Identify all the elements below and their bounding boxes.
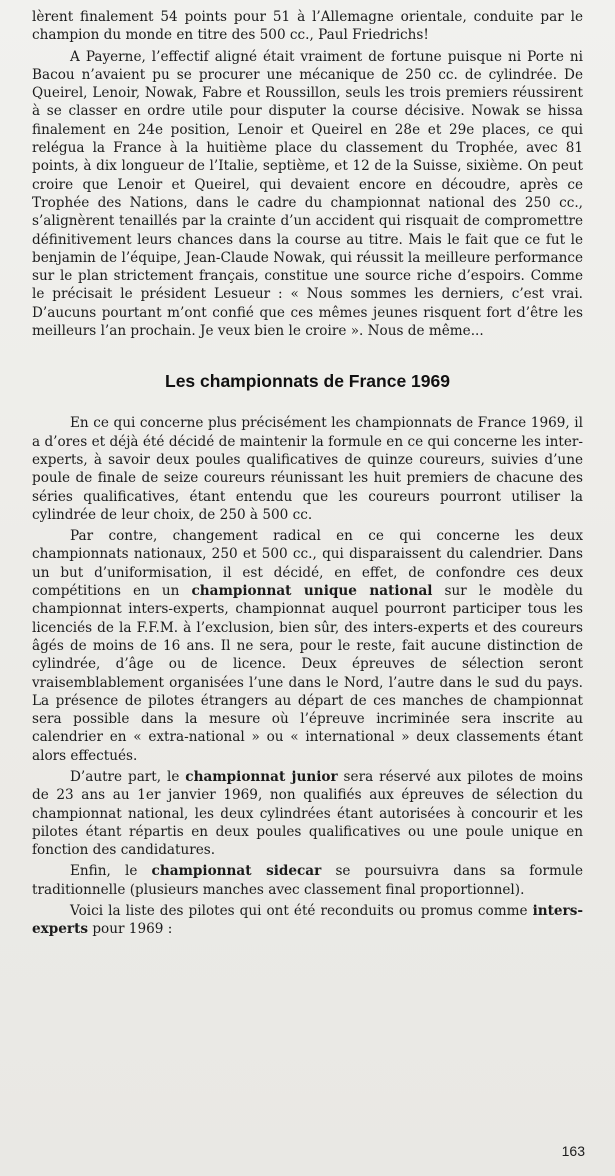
section-paragraph bbox=[32, 862, 583, 899]
article-column bbox=[32, 8, 583, 939]
text-run: Par contre, changement radical en ce qui concerne les deux championnats nationaux, 250 et 500 cc., qui disparaissent du calendrier. Dans un but d’uniformisation, il est décidé, en effet, de confondre ces deux compétitions en un bbox=[32, 528, 583, 600]
page-number: 163 bbox=[561, 1143, 585, 1159]
section-paragraph bbox=[32, 902, 583, 939]
text-run: sera réservé aux pilotes de moins de 23 ans au 1er janvier 1969, non qualifiés aux épreuves de sélection du championnat national, les deux cylindrées étant autorisées à concourir et les pilotes étant répartis en deux poules qualificatives ou une poule unique en fonction des candidatures. bbox=[32, 768, 583, 859]
section-paragraph bbox=[32, 527, 583, 765]
text-run: D’autre part, le bbox=[70, 768, 186, 785]
bold-term: championnat unique national bbox=[191, 583, 433, 600]
text-run: pour 1969 : bbox=[88, 921, 173, 938]
text-run: sur le modèle du championnat inters-experts, championnat auquel pourront participer tous les licenciés de la F.F.M. à l’exclusion, bien sûr, des inters-experts et des coureurs âgés de moins de 16 ans. Il ne sera, pour le reste, fait aucune distinction de cylindrée, d’âge ou de licence. Deux épreuves de sélection seront vraisemblablement organisées l’une dans le Nord, l’autre dans le sud du pays. La présence de pilotes étrangers au départ de ces manches de championnat sera possible dans la mesure où l’épreuve incriminée sera inscrite au calendrier en « extra-national » ou « international » deux classements étant alors effectués. bbox=[32, 583, 584, 764]
bold-term: championnat junior bbox=[185, 768, 338, 785]
text-run: Voici la liste des pilotes qui ont été reconduits ou promus comme bbox=[70, 903, 533, 920]
article-paragraph: lèrent finalement 54 points pour 51 à l’Allemagne orientale, conduite par le champion du monde en titre des 500 cc., Paul Friedrichs! bbox=[32, 9, 583, 44]
bold-term: championnat sidecar bbox=[151, 863, 322, 880]
section-heading: Les championnats de France 1969 bbox=[165, 371, 450, 392]
section-paragraph: En ce qui concerne plus précisément les championnats de France 1969, il a d’ores et déjà été décidé de maintenir la formule en ce qui concerne les inter-experts, à savoir deux poules qualificatives de quinze coureurs, suivies d’une poule de finale de seize coureurs réunissant les huit premiers de chacune des séries qualificatives, étant entendu que les coureurs pourront utiliser la cylindrée de leur choix, de 250 à 500 cc. bbox=[32, 415, 583, 523]
text-run: se poursuivra dans sa formule traditionnelle (plusieurs manches avec classement final proportionnel). bbox=[32, 863, 583, 898]
text-run: Enfin, le bbox=[70, 863, 152, 880]
bold-term: inters-experts bbox=[32, 903, 583, 938]
article-paragraph: A Payerne, l’effectif aligné était vraiment de fortune puisque ni Porte ni Bacou n’avaient pu se procurer une mécanique de 250 cc. de cylindrée. De Queirel, Lenoir, Nowak, Fabre et Roussillon, seuls les trois premiers réussirent à se classer en ordre utile pour disputer la course décisive. Nowak se hissa finalement en 24e position, Lenoir et Queirel en 28e et 29e places, ce qui relégua la France à la huitième place du classement du Trophée, avec 81 points, à dix longueur de l’Italie, septième, et 12 de la Suisse, sixième. On peut croire que Lenoir et Queirel, qui devaient encore en découdre, après ce Trophée des Nations, dans le cadre du championnat national des 250 cc., s’alignèrent tenaillés par la crainte d’un accident qui risquait de compromettre définitivement leurs chances dans la course au titre. Mais le fait que ce fut le benjamin de l’équipe, Jean-Claude Nowak, qui réussit la meilleure performance sur le plan strictement français, constitue une source riche d’espoirs. Comme le précisait le président Lesueur : « Nous sommes les derniers, c’est vrai. D’aucuns pourtant m’ont confié que ces mêmes jeunes risquent fort d’être les meilleurs l’an prochain. Je veux bien le croire ». Nous de même... bbox=[32, 48, 583, 340]
section-paragraph bbox=[32, 768, 583, 859]
